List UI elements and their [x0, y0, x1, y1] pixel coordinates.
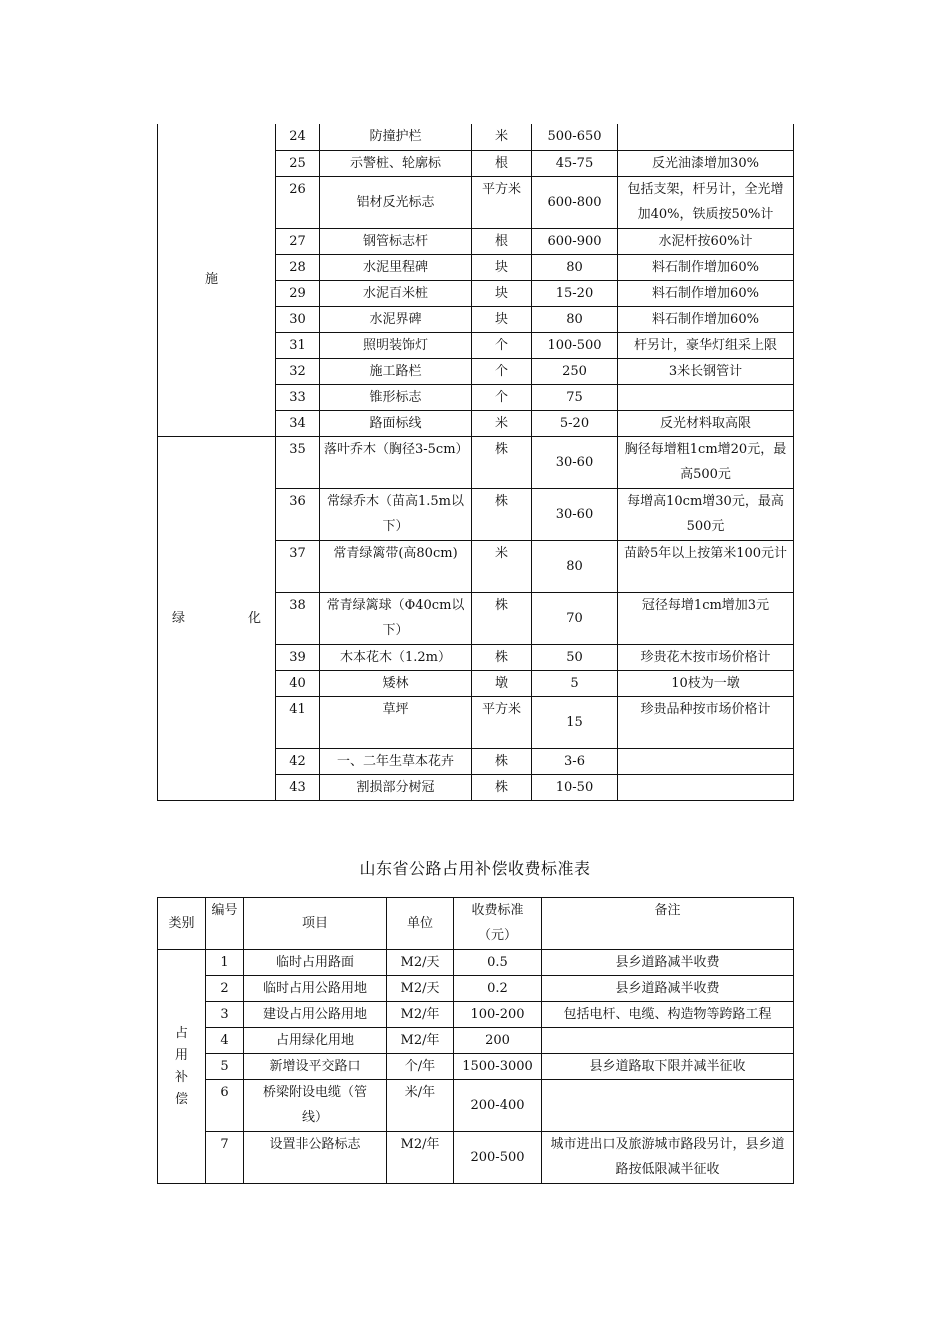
row-item: 落叶乔木（胸径3-5cm） — [320, 436, 472, 488]
row-unit: M2/年 — [387, 1002, 454, 1028]
row-unit: 株 — [472, 774, 532, 800]
row-item: 钢管标志杆 — [320, 228, 472, 254]
row-note: 珍贵品种按市场价格计 — [618, 696, 794, 748]
row-no: 39 — [276, 644, 320, 670]
row-no: 1 — [206, 950, 244, 976]
row-note: 包括电杆、电缆、构造物等跨路工程 — [542, 1002, 794, 1028]
header-unit: 单位 — [387, 898, 454, 950]
row-note: 每增高10cm增30元，最高500元 — [618, 488, 794, 540]
table-title: 山东省公路占用补偿收费标准表 — [359, 859, 591, 878]
row-no: 41 — [276, 696, 320, 748]
row-no: 28 — [276, 254, 320, 280]
row-note — [618, 748, 794, 774]
table-row — [158, 950, 794, 976]
category-occupancy: 占用补偿 — [158, 950, 206, 1184]
row-item: 锥形标志 — [320, 384, 472, 410]
table-row — [158, 1080, 794, 1132]
row-price: 45-75 — [532, 150, 618, 176]
table-row — [158, 976, 794, 1002]
header-item: 项目 — [244, 898, 387, 950]
row-item: 施工路栏 — [320, 358, 472, 384]
row-item: 路面标线 — [320, 410, 472, 436]
row-unit: 块 — [472, 280, 532, 306]
row-unit: 块 — [472, 306, 532, 332]
row-item: 割损部分树冠 — [320, 774, 472, 800]
row-note: 县乡道路取下限并减半征收 — [542, 1054, 794, 1080]
row-note — [542, 1028, 794, 1054]
category-lvhua — [158, 436, 276, 800]
row-no: 31 — [276, 332, 320, 358]
row-unit: 株 — [472, 592, 532, 644]
row-note: 胸径每增粗1cm增20元，最高500元 — [618, 436, 794, 488]
row-item: 占用绿化用地 — [244, 1028, 387, 1054]
row-price: 30-60 — [532, 488, 618, 540]
row-no: 32 — [276, 358, 320, 384]
row-no: 40 — [276, 670, 320, 696]
header-note: 备注 — [542, 898, 794, 950]
row-note: 冠径每增1cm增加3元 — [618, 592, 794, 644]
row-unit: 米 — [472, 410, 532, 436]
row-no: 33 — [276, 384, 320, 410]
row-note: 3米长钢管计 — [618, 358, 794, 384]
row-unit: 个 — [472, 332, 532, 358]
row-item: 草坪 — [320, 696, 472, 748]
row-no: 2 — [206, 976, 244, 1002]
row-note: 苗龄5年以上按第米100元计 — [618, 540, 794, 592]
row-item: 示警桩、轮廓标 — [320, 150, 472, 176]
row-no: 3 — [206, 1002, 244, 1028]
row-price: 5-20 — [532, 410, 618, 436]
header-category: 类别 — [158, 898, 206, 950]
row-note — [618, 124, 794, 150]
row-no: 29 — [276, 280, 320, 306]
row-item: 临时占用公路用地 — [244, 976, 387, 1002]
row-item: 常青绿篱带(高80cm) — [320, 540, 472, 592]
row-price: 15-20 — [532, 280, 618, 306]
table-row — [158, 1132, 794, 1184]
fee-table-continued — [157, 124, 794, 801]
row-note: 县乡道路减半收费 — [542, 950, 794, 976]
row-no: 34 — [276, 410, 320, 436]
header-no — [206, 898, 244, 950]
row-price: 200 — [454, 1028, 542, 1054]
row-price: 3-6 — [532, 748, 618, 774]
row-unit: 平方米 — [472, 696, 532, 748]
row-price: 70 — [532, 592, 618, 644]
row-note: 料石制作增加60% — [618, 306, 794, 332]
row-unit: 墩 — [472, 670, 532, 696]
row-price: 0.2 — [454, 976, 542, 1002]
row-item: 水泥百米桩 — [320, 280, 472, 306]
row-note: 包括支架，杆另计，全光增加40%，铁质按50%计 — [618, 176, 794, 228]
row-unit: 块 — [472, 254, 532, 280]
header-price: 收费标准（元） — [454, 898, 542, 950]
row-item: 矮林 — [320, 670, 472, 696]
row-note: 县乡道路减半收费 — [542, 976, 794, 1002]
row-item: 常绿乔木（苗高1.5m以下） — [320, 488, 472, 540]
row-no: 36 — [276, 488, 320, 540]
table-row — [158, 1002, 794, 1028]
row-note — [618, 384, 794, 410]
row-unit: M2/年 — [387, 1132, 454, 1184]
row-no: 5 — [206, 1054, 244, 1080]
row-item: 常青绿篱球（Φ40cm以下） — [320, 592, 472, 644]
row-no: 37 — [276, 540, 320, 592]
row-item: 临时占用路面 — [244, 950, 387, 976]
row-unit: 根 — [472, 150, 532, 176]
row-price: 250 — [532, 358, 618, 384]
row-unit: M2/天 — [387, 950, 454, 976]
row-no: 26 — [276, 176, 320, 228]
row-price: 30-60 — [532, 436, 618, 488]
row-note: 10枝为一墩 — [618, 670, 794, 696]
row-item: 新增设平交路口 — [244, 1054, 387, 1080]
row-item: 铝材反光标志 — [320, 176, 472, 228]
row-unit: 根 — [472, 228, 532, 254]
row-note: 料石制作增加60% — [618, 280, 794, 306]
table-row — [158, 436, 794, 488]
category-lvhua-a: 绿 — [172, 610, 186, 626]
row-note: 水泥杆按60%计 — [618, 228, 794, 254]
row-unit: 株 — [472, 644, 532, 670]
row-no: 7 — [206, 1132, 244, 1184]
row-price: 80 — [532, 254, 618, 280]
row-unit: M2/天 — [387, 976, 454, 1002]
row-item: 桥梁附设电缆（管线） — [244, 1080, 387, 1132]
row-unit: 株 — [472, 488, 532, 540]
row-price: 200-500 — [454, 1132, 542, 1184]
row-no: 30 — [276, 306, 320, 332]
row-item: 一、二年生草本花卉 — [320, 748, 472, 774]
row-price: 600-800 — [532, 176, 618, 228]
row-price: 75 — [532, 384, 618, 410]
row-item: 水泥里程碑 — [320, 254, 472, 280]
row-item: 建设占用公路用地 — [244, 1002, 387, 1028]
row-price: 80 — [532, 540, 618, 592]
row-unit: 个/年 — [387, 1054, 454, 1080]
row-item: 照明装饰灯 — [320, 332, 472, 358]
row-price: 10-50 — [532, 774, 618, 800]
category-lvhua-b: 化 — [247, 610, 261, 626]
row-price: 200-400 — [454, 1080, 542, 1132]
row-note — [618, 774, 794, 800]
row-no: 4 — [206, 1028, 244, 1054]
row-unit: M2/年 — [387, 1028, 454, 1054]
row-unit: 米 — [472, 540, 532, 592]
row-unit: 米/年 — [387, 1080, 454, 1132]
category-shi: 施 — [158, 124, 276, 436]
table-row — [158, 1054, 794, 1080]
row-unit: 个 — [472, 358, 532, 384]
header-no-text: 编号 — [211, 903, 238, 918]
row-price: 80 — [532, 306, 618, 332]
table-header-row — [158, 898, 794, 950]
row-note: 反光油漆增加30% — [618, 150, 794, 176]
row-price: 50 — [532, 644, 618, 670]
row-note: 城市进出口及旅游城市路段另计，县乡道路按低限减半征收 — [542, 1132, 794, 1184]
row-unit: 个 — [472, 384, 532, 410]
row-price: 100-500 — [532, 332, 618, 358]
row-price: 5 — [532, 670, 618, 696]
row-no: 24 — [276, 124, 320, 150]
row-unit: 平方米 — [472, 176, 532, 228]
row-unit: 株 — [472, 748, 532, 774]
row-no: 43 — [276, 774, 320, 800]
row-no: 27 — [276, 228, 320, 254]
row-note: 反光材料取高限 — [618, 410, 794, 436]
row-note: 珍贵花木按市场价格计 — [618, 644, 794, 670]
row-no: 35 — [276, 436, 320, 488]
row-price: 500-650 — [532, 124, 618, 150]
row-note: 杆另计，豪华灯组采上限 — [618, 332, 794, 358]
row-price: 600-900 — [532, 228, 618, 254]
row-no: 42 — [276, 748, 320, 774]
row-price: 15 — [532, 696, 618, 748]
table-row — [158, 124, 794, 150]
occupancy-fee-table — [157, 897, 794, 1184]
row-no: 25 — [276, 150, 320, 176]
row-price: 1500-3000 — [454, 1054, 542, 1080]
row-unit: 米 — [472, 124, 532, 150]
row-note — [542, 1080, 794, 1132]
row-price: 0.5 — [454, 950, 542, 976]
row-item: 木本花木（1.2m） — [320, 644, 472, 670]
row-item: 设置非公路标志 — [244, 1132, 387, 1184]
table-row — [158, 1028, 794, 1054]
row-price: 100-200 — [454, 1002, 542, 1028]
row-item: 防撞护栏 — [320, 124, 472, 150]
row-no: 38 — [276, 592, 320, 644]
row-unit: 株 — [472, 436, 532, 488]
row-no: 6 — [206, 1080, 244, 1132]
row-item: 水泥界碑 — [320, 306, 472, 332]
row-note: 料石制作增加60% — [618, 254, 794, 280]
